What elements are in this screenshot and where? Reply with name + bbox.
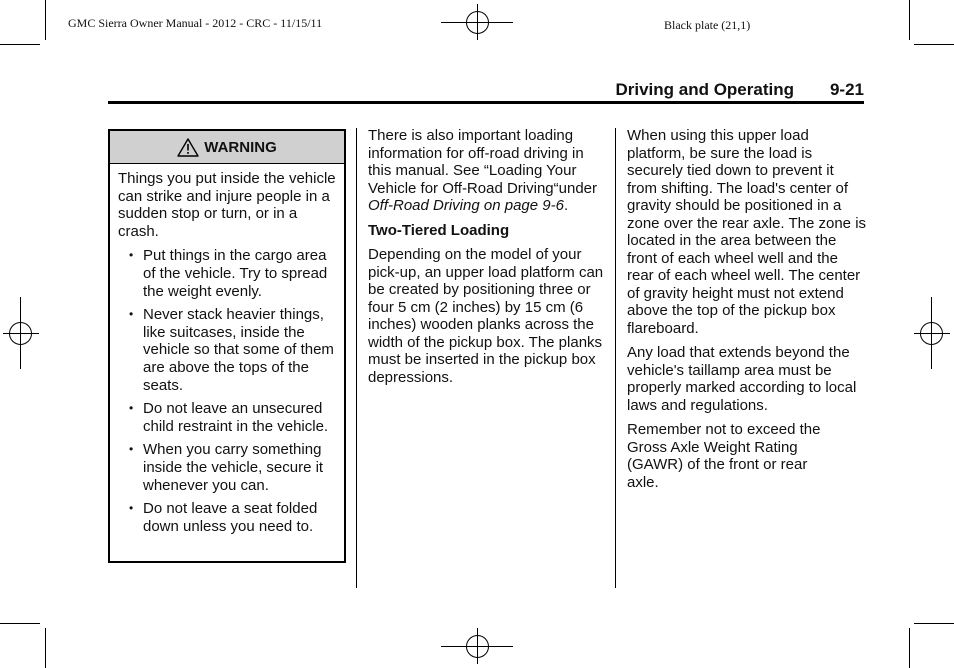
crop-mark-top-right-v	[909, 0, 910, 40]
right-column	[627, 127, 867, 498]
column-divider-1	[356, 128, 357, 588]
warning-title: WARNING	[204, 138, 277, 156]
warning-box	[108, 129, 346, 563]
crop-mark-bottom-right-v	[909, 628, 910, 668]
crop-mark-top-left-h	[0, 44, 40, 45]
print-meta-right: Black plate (21,1)	[664, 18, 751, 32]
warning-bullet: • Put things in the cargo area of the vehicle. Try to spread the weight evenly.	[118, 247, 336, 300]
running-header	[108, 80, 864, 102]
crop-mark-bottom-left-v	[45, 628, 46, 668]
offroad-text: There is also important loading information for off-road driving in this manual. See “Loading Your Vehicle for Off-Road Driving“under	[368, 127, 597, 197]
middle-column	[368, 127, 606, 393]
warning-bullet: • When you carry something inside the vehicle, secure it whenever you can.	[118, 441, 336, 494]
upper-platform-paragraph: When using this upper load platform, be sure the load is securely tied down to prevent it from shifting. The load's center of gravity should be positioned in a zone over the rear axle. The zone is located in the area between the front of each wheel well and the rear of each wheel well. The center of gravity height must not extend above the top of the pickup box flareboard.	[627, 127, 867, 337]
section-title: Driving and Operating	[615, 80, 794, 99]
warning-icon	[177, 138, 199, 157]
taillamp-paragraph: Any load that extends beyond the vehicle's taillamp area must be properly marked according to local laws and regulations.	[627, 344, 857, 414]
two-tiered-loading-heading: Two-Tiered Loading	[368, 221, 510, 239]
offroad-loading-paragraph	[368, 127, 606, 215]
warning-bullet: • Do not leave an unsecured child restraint in the vehicle.	[118, 400, 336, 435]
two-tiered-loading-paragraph: Depending on the model of your pick-up, an upper load platform can be created by positioning three or four 5 cm (2 inches) by 15 cm (6 inches) wooden planks across the width of the pickup box. The planks must be inserted in the pickup box depressions.	[368, 246, 604, 386]
warning-header	[110, 131, 344, 164]
warning-bullet: • Never stack heavier things, like suitcases, inside the vehicle so that some of them are above the tops of the seats.	[118, 306, 336, 394]
offroad-end: .	[563, 197, 569, 214]
warning-list	[118, 247, 336, 535]
warning-bullet: • Do not leave a seat folded down unless you need to.	[118, 500, 336, 535]
column-divider-2	[615, 128, 616, 588]
header-rule	[108, 101, 864, 104]
gawr-paragraph: Remember not to exceed the Gross Axle Weight Rating (GAWR) of the front or rear axle.	[627, 421, 821, 491]
print-meta-left: GMC Sierra Owner Manual - 2012 - CRC - 11/15/11	[68, 16, 323, 30]
crop-mark-top-right-h	[914, 44, 954, 45]
crop-mark-top-left-v	[45, 0, 46, 40]
crop-mark-bottom-left-h	[0, 623, 40, 624]
warning-intro: Things you put inside the vehicle can strike and injure people in a sudden stop or turn, or in a crash.	[118, 170, 336, 240]
warning-body	[110, 164, 344, 535]
crop-mark-bottom-right-h	[914, 623, 954, 624]
page-number: 9-21	[829, 80, 864, 99]
offroad-driving-link[interactable]: Off-Road Driving on page 9-6	[368, 197, 564, 214]
